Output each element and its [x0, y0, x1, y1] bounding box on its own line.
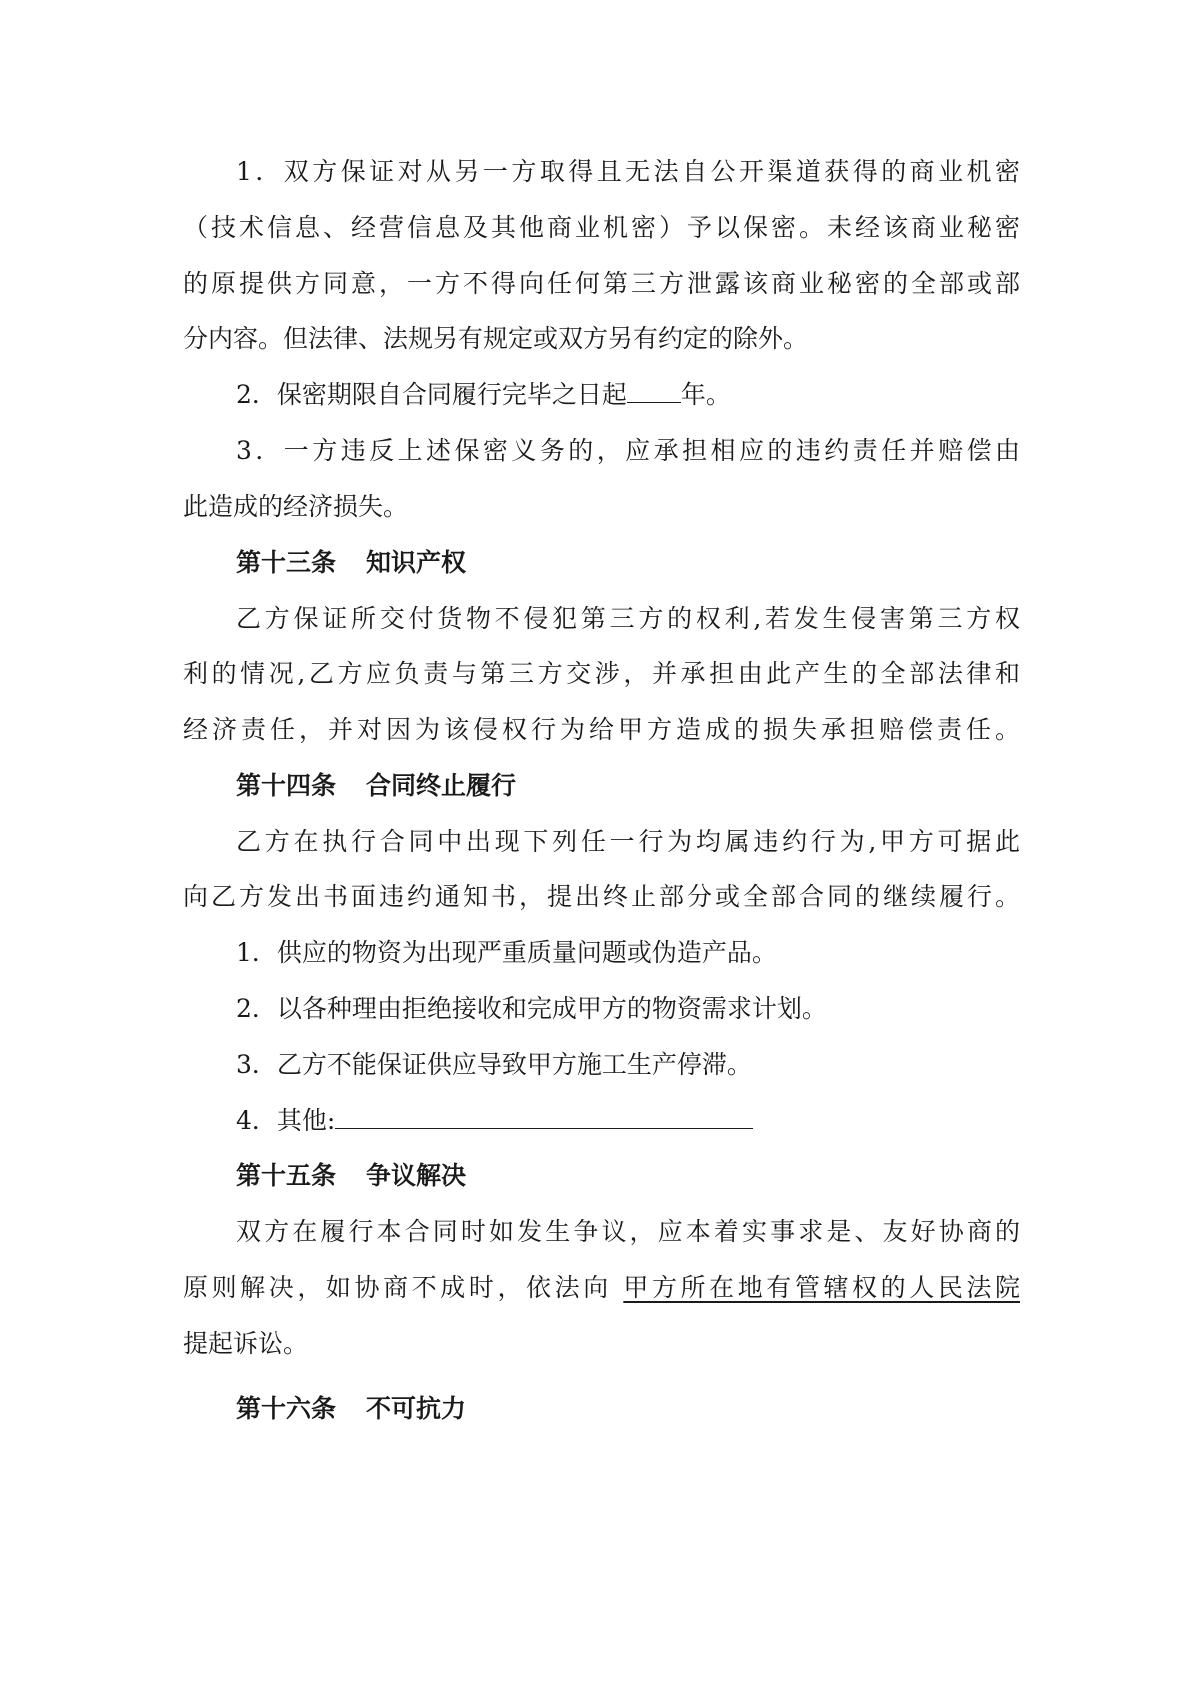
clause-16-number: 第十六条 [236, 1394, 337, 1423]
clause-12-item-1-line-4: 分内容。但法律、法规另有规定或双方另有约定的除外。 [183, 324, 809, 353]
other-label: 4．其他: [236, 1106, 336, 1135]
clause-13-number: 第十三条 [236, 548, 337, 577]
confidentiality-years-blank [627, 378, 681, 403]
clause-14-item-4 [236, 1104, 753, 1138]
clause-12-item-1-line-1: 1．双方保证对从另一方取得且无法自公开渠道获得的商业机密 [236, 157, 1020, 186]
clause-15-heading [236, 1159, 466, 1193]
clause-14-number: 第十四条 [236, 771, 337, 800]
clause-14-line-2: 向乙方发出书面违约通知书，提出终止部分或全部合同的继续履行。 [183, 882, 1020, 911]
clause-14-item-3: 3．乙方不能保证供应导致甲方施工生产停滞。 [236, 1050, 752, 1079]
clause-12-item-3-line-2: 此造成的经济损失。 [183, 492, 409, 521]
clause-15-number: 第十五条 [236, 1161, 337, 1190]
other-blank-line [335, 1104, 753, 1129]
clause-15-title: 争议解决 [366, 1161, 467, 1190]
dispute-resolution-text: 原则解决，如协商不成时，依法向 [183, 1273, 612, 1302]
court-name-underlined: 甲方所在地有管辖权的人民法院 [623, 1273, 1020, 1302]
clause-13-line-1: 乙方保证所交付货物不侵犯第三方的权利,若发生侵害第三方权 [236, 604, 1020, 633]
clause-12-item-2 [236, 378, 731, 412]
clause-16-heading [236, 1392, 466, 1426]
clause-15-line-3: 提起诉讼。 [183, 1329, 309, 1358]
clause-15-line-2 [183, 1271, 1020, 1305]
clause-12-item-1-line-3: 的原提供方同意，一方不得向任何第三方泄露该商业秘密的全部或部 [183, 269, 1020, 298]
clause-14-item-2: 2．以各种理由拒绝接收和完成甲方的物资需求计划。 [236, 994, 827, 1023]
confidentiality-period-text: 2．保密期限自合同履行完毕之日起 [236, 380, 627, 409]
clause-14-line-1: 乙方在执行合同中出现下列任一行为均属违约行为,甲方可据此 [236, 827, 1020, 856]
clause-15-line-1: 双方在履行本合同时如发生争议，应本着实事求是、友好协商的 [236, 1217, 1020, 1246]
confidentiality-period-unit: 年。 [680, 380, 731, 409]
clause-14-heading [236, 769, 516, 803]
clause-13-title: 知识产权 [366, 548, 467, 577]
clause-12-item-3-line-1: 3．一方违反上述保密义务的，应承担相应的违约责任并赔偿由 [236, 436, 1020, 465]
clause-14-title: 合同终止履行 [366, 771, 517, 800]
clause-12-item-1-line-2: （技术信息、经营信息及其他商业机密）予以保密。未经该商业秘密 [183, 213, 1020, 242]
clause-14-item-1: 1．供应的物资为出现严重质量问题或伪造产品。 [236, 938, 777, 967]
clause-13-line-2: 利的情况,乙方应负责与第三方交涉，并承担由此产生的全部法律和 [183, 659, 1020, 688]
clause-13-line-3: 经济责任，并对因为该侵权行为给甲方造成的损失承担赔偿责任。 [183, 715, 1020, 744]
clause-16-title: 不可抗力 [366, 1394, 467, 1423]
clause-13-heading [236, 546, 466, 580]
